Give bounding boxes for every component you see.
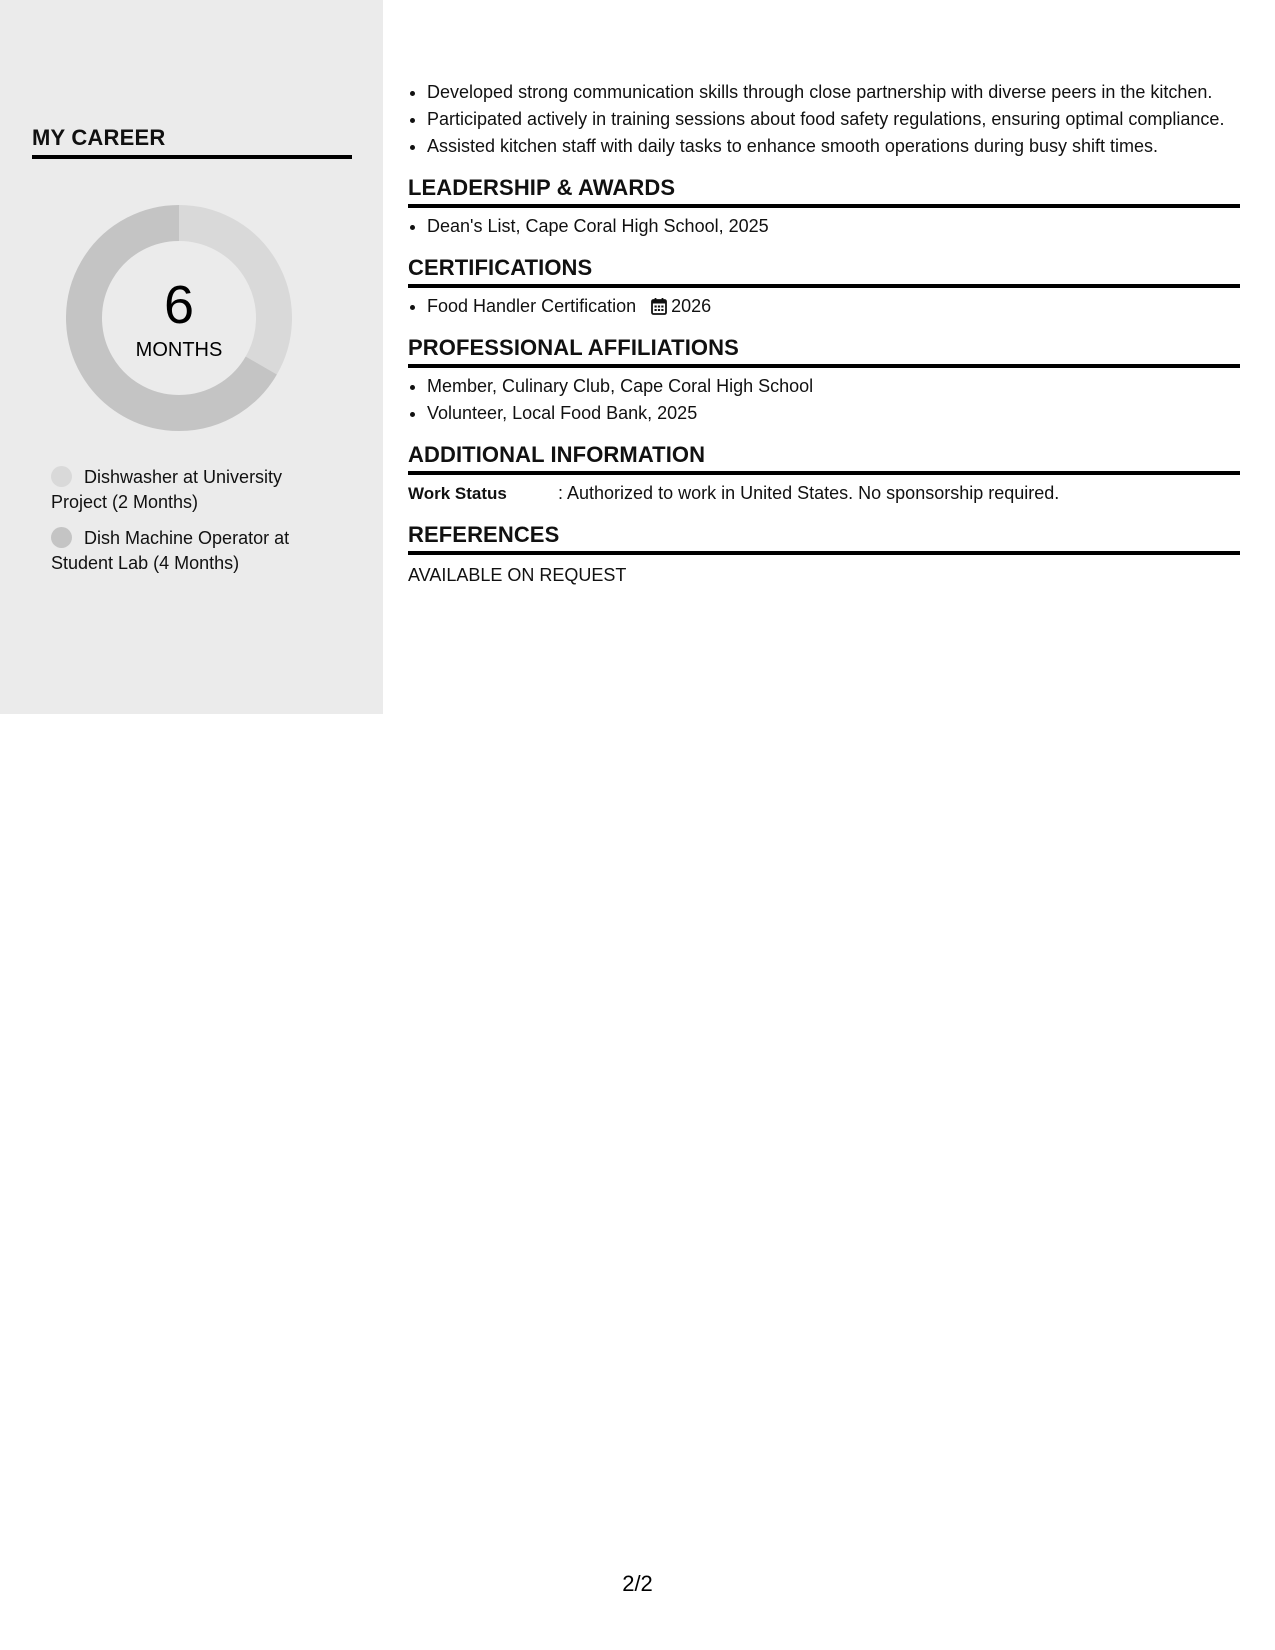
references-text: AVAILABLE ON REQUEST bbox=[408, 565, 627, 585]
list-item: • Developed strong communication skills through close partnership with diverse peers in the kitchen. bbox=[427, 80, 1240, 105]
legend-item bbox=[51, 465, 301, 515]
references-section-title: REFERENCES bbox=[408, 522, 1240, 555]
affiliations-section-title: PROFESSIONAL AFFILIATIONS bbox=[408, 335, 1240, 368]
certification-name: Food Handler Certification bbox=[427, 296, 637, 316]
calendar-icon bbox=[651, 297, 667, 315]
legend-item bbox=[51, 526, 301, 576]
certification-year: 2026 bbox=[671, 296, 712, 316]
list-item bbox=[427, 294, 1240, 319]
list-item: • Participated actively in training sessions about food safety regulations, ensuring optimal compliance. bbox=[427, 107, 1240, 132]
certifications-list bbox=[408, 294, 1240, 319]
list-item: • Dean's List, Cape Coral High School, 2025 bbox=[427, 214, 1240, 239]
legend-dot bbox=[51, 527, 72, 548]
work-status-value: : Authorized to work in United States. No sponsorship required. bbox=[558, 483, 1060, 503]
career-legend bbox=[51, 465, 301, 587]
certifications-section-title: CERTIFICATIONS bbox=[408, 255, 1240, 288]
list-item: • Member, Culinary Club, Cape Coral High School bbox=[427, 374, 1240, 399]
affiliations-list bbox=[408, 374, 1240, 426]
main-content bbox=[408, 80, 1240, 588]
page-number: 2/2 bbox=[622, 1571, 653, 1596]
legend-label: Dish Machine Operator at Student Lab (4 Months) bbox=[51, 528, 290, 573]
experience-bullets bbox=[408, 80, 1240, 159]
donut-center bbox=[66, 205, 292, 431]
career-section-title: MY CAREER bbox=[32, 125, 352, 159]
work-status-row bbox=[408, 481, 1240, 506]
list-item: • Volunteer, Local Food Bank, 2025 bbox=[427, 401, 1240, 426]
legend-label: Dishwasher at University Project (2 Months) bbox=[51, 467, 283, 512]
leadership-list bbox=[408, 214, 1240, 239]
legend-dot bbox=[51, 466, 72, 487]
list-item: • Assisted kitchen staff with daily tasks to enhance smooth operations during busy shift times. bbox=[427, 134, 1240, 159]
leadership-section-title: LEADERSHIP & AWARDS bbox=[408, 175, 1240, 208]
work-status-label: Work Status bbox=[408, 484, 507, 503]
donut-total-number: 6 bbox=[163, 275, 195, 335]
additional-info-section-title: ADDITIONAL INFORMATION bbox=[408, 442, 1240, 475]
sidebar bbox=[0, 0, 383, 714]
donut-total-unit: MONTHS bbox=[135, 339, 223, 361]
career-donut-chart bbox=[66, 205, 292, 431]
